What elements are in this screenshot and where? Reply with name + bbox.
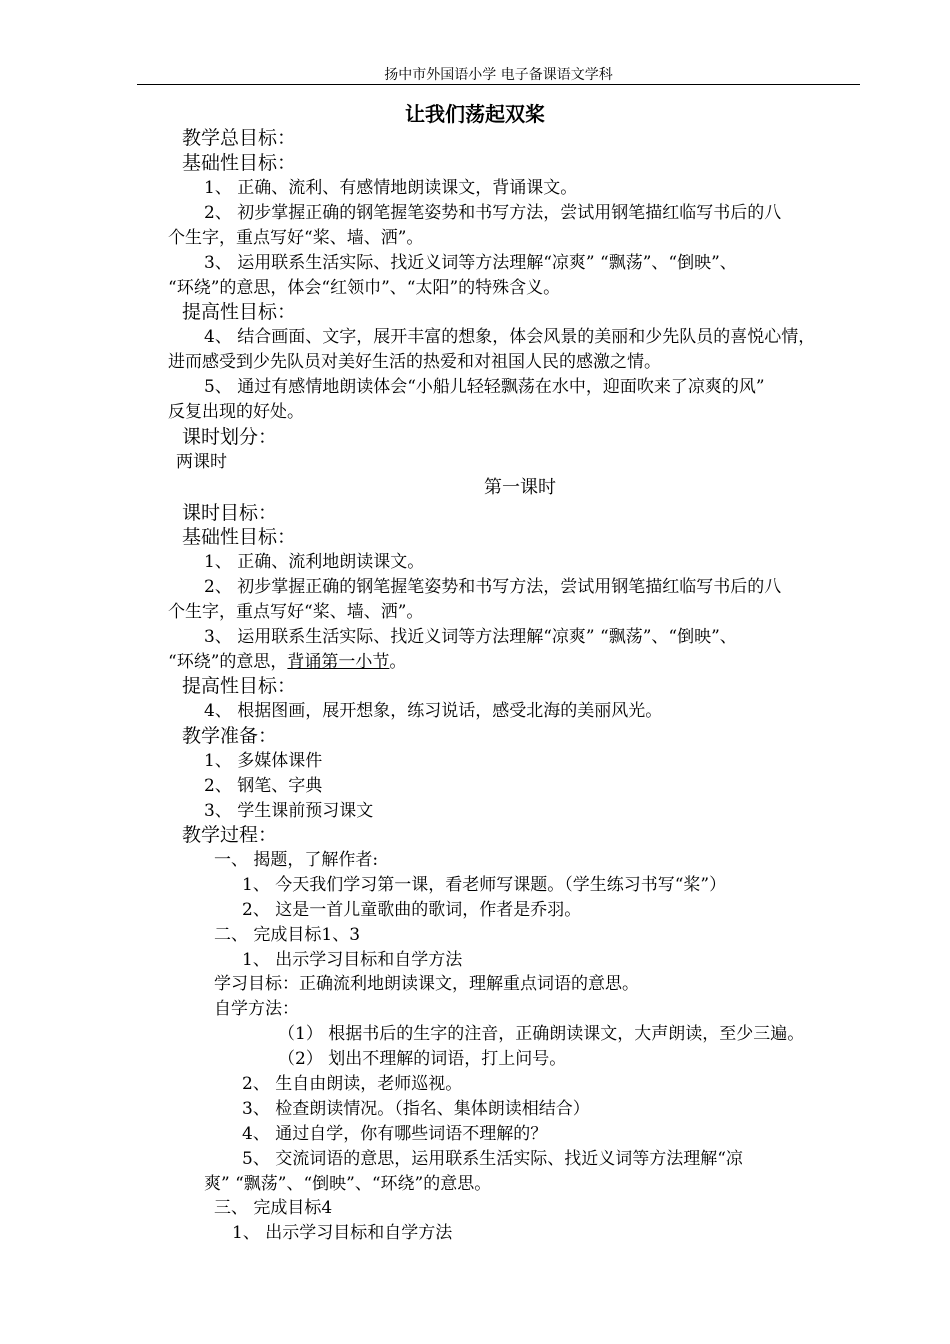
heading-advanced-goals: 提高性目标： bbox=[182, 301, 297, 323]
heading-preparation: 教学准备： bbox=[182, 725, 278, 747]
process-substep: 1、 今天我们学习第一课，看老师写课题。（学生练习书写“桨”） bbox=[242, 875, 727, 895]
goal-item-cont: 进而感受到少先队员对美好生活的热爱和对祖国人民的感激之情。 bbox=[168, 352, 661, 372]
heading-lesson-goals: 课时目标： bbox=[182, 502, 278, 524]
goal-item: 4、 根据图画，展开想象，练习说话，感受北海的美丽风光。 bbox=[204, 701, 663, 721]
process-step: 二、 完成目标1、3 bbox=[214, 925, 361, 945]
lesson-count: 两课时 bbox=[176, 452, 227, 472]
goal-text-end: 。 bbox=[389, 652, 407, 672]
method-item: （2） 划出不理解的词语，打上问号。 bbox=[278, 1049, 567, 1069]
process-substep: 2、 生自由朗读，老师巡视。 bbox=[242, 1074, 463, 1094]
goal-item: 2、 初步掌握正确的钢笔握笔姿势和书写方法，尝试用钢笔描红临写书后的八 bbox=[204, 203, 782, 223]
prep-item: 2、 钢笔、字典 bbox=[204, 776, 323, 796]
prep-item: 1、 多媒体课件 bbox=[204, 751, 323, 771]
document-title: 让我们荡起双桨 bbox=[405, 102, 545, 126]
heading-process: 教学过程： bbox=[182, 824, 278, 846]
heading-lesson-division: 课时划分： bbox=[182, 426, 278, 448]
section-title-first-lesson: 第一课时 bbox=[484, 477, 556, 498]
process-substep: 1、 出示学习目标和自学方法 bbox=[242, 950, 463, 970]
goal-item-cont bbox=[168, 650, 406, 674]
goal-item-cont: 反复出现的好处。 bbox=[168, 402, 304, 422]
goal-item-cont: “环绕”的意思，体会“红领巾”、“太阳”的特殊含义。 bbox=[168, 278, 561, 298]
heading-basic-goals: 基础性目标： bbox=[182, 526, 297, 548]
prep-item: 3、 学生课前预习课文 bbox=[204, 801, 374, 821]
study-goal: 学习目标：正确流利地朗读课文，理解重点词语的意思。 bbox=[214, 974, 639, 994]
goal-item: 5、 通过有感情地朗读体会“小船儿轻轻飘荡在水中，迎面吹来了凉爽的风” bbox=[204, 377, 765, 397]
process-substep-cont: 爽” “飘荡”、“倒映”、“环绕”的意思。 bbox=[204, 1174, 492, 1194]
process-step: 一、 揭题，了解作者: bbox=[214, 850, 379, 870]
goal-item: 4、 结合画面、文字，展开丰富的想象，体会风景的美丽和少先队员的喜悦心情， bbox=[204, 327, 816, 347]
process-step: 三、 完成目标4 bbox=[214, 1198, 333, 1218]
goal-item-cont: 个生字，重点写好“桨、墙、洒”。 bbox=[168, 228, 424, 248]
process-substep: 4、 通过自学，你有哪些词语不理解的？ bbox=[242, 1124, 548, 1144]
process-substep: 3、 检查朗读情况。（指名、集体朗读相结合） bbox=[242, 1099, 590, 1119]
method-item: （1） 根据书后的生字的注音，正确朗读课文，大声朗读，至少三遍。 bbox=[278, 1024, 805, 1044]
process-substep: 2、 这是一首儿童歌曲的歌词，作者是乔羽。 bbox=[242, 900, 582, 920]
goal-item: 3、 运用联系生活实际、找近义词等方法理解“凉爽” “飘荡”、“倒映”、 bbox=[204, 627, 737, 647]
goal-item: 2、 初步掌握正确的钢笔握笔姿势和书写方法，尝试用钢笔描红临写书后的八 bbox=[204, 577, 782, 597]
process-substep: 5、 交流词语的意思，运用联系生活实际、找近义词等方法理解“凉 bbox=[242, 1149, 743, 1169]
goal-item-cont: 个生字，重点写好“桨、墙、洒”。 bbox=[168, 602, 424, 622]
goal-item: 1、 正确、流利地朗读课文。 bbox=[204, 552, 425, 572]
goal-item: 3、 运用联系生活实际、找近义词等方法理解“凉爽” “飘荡”、“倒映”、 bbox=[204, 253, 737, 273]
goal-text: “环绕”的意思， bbox=[168, 652, 288, 672]
heading-basic-goals: 基础性目标： bbox=[182, 152, 297, 174]
page-header: 扬中市外国语小学 电子备课语文学科 bbox=[384, 67, 613, 83]
underlined-text: 背诵第一小节 bbox=[287, 652, 390, 672]
heading-overall-goals: 教学总目标： bbox=[182, 127, 297, 149]
heading-advanced-goals: 提高性目标： bbox=[182, 675, 297, 697]
header-divider bbox=[137, 84, 860, 85]
study-method-label: 自学方法： bbox=[214, 999, 299, 1019]
process-substep: 1、 出示学习目标和自学方法 bbox=[232, 1223, 453, 1243]
goal-item: 1、 正确、流利、有感情地朗读课文，背诵课文。 bbox=[204, 178, 578, 198]
